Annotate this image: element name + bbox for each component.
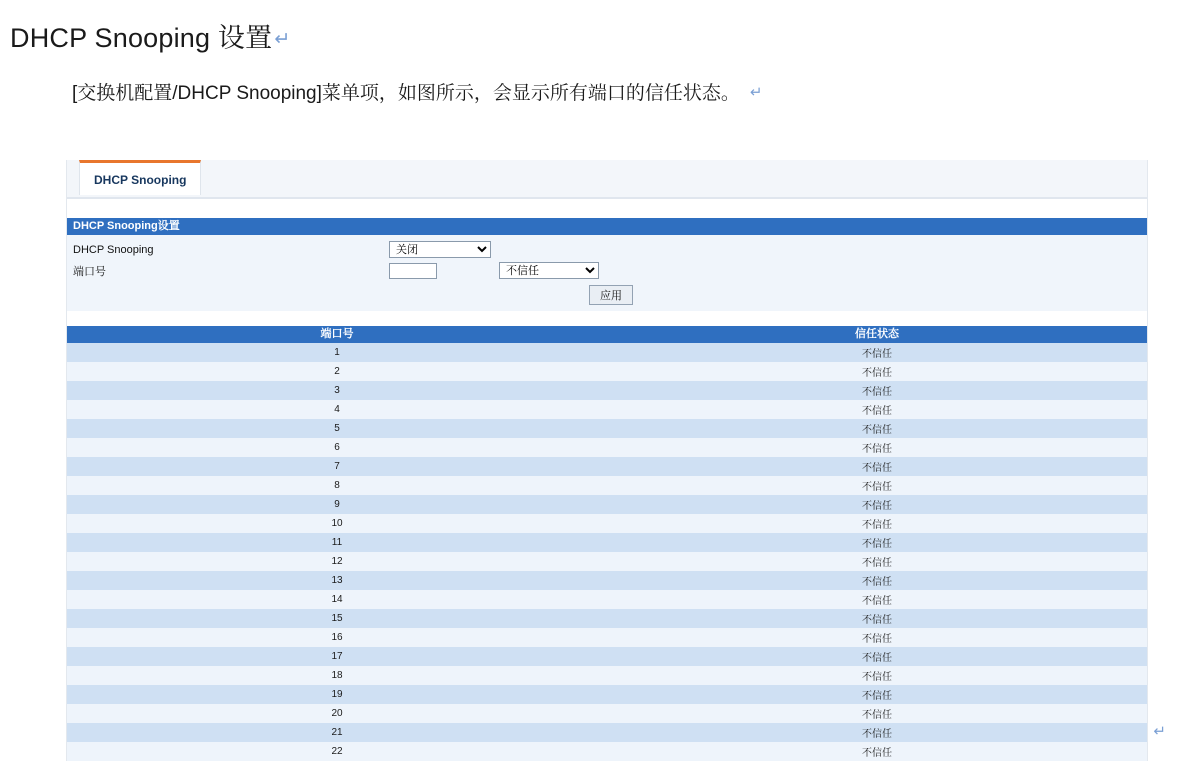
cell-port: 11 <box>67 533 607 552</box>
table-head <box>67 326 1147 343</box>
cell-port: 4 <box>67 400 607 419</box>
dhcp-snooping-select[interactable] <box>389 241 491 258</box>
table-row <box>67 552 1147 571</box>
page-title-text: DHCP Snooping 设置 <box>10 23 273 53</box>
cell-trust-state: 不信任 <box>607 419 1147 438</box>
embedded-screenshot <box>0 160 1200 759</box>
label-port-number: 端口号 <box>73 265 106 278</box>
cell-port: 5 <box>67 419 607 438</box>
section-title-dhcp-snooping-settings: DHCP Snooping设置 <box>67 218 1147 235</box>
cell-port: 6 <box>67 438 607 457</box>
port-number-input[interactable] <box>389 263 437 279</box>
cell-port: 1 <box>67 343 607 362</box>
table-row <box>67 514 1147 533</box>
cell-port: 20 <box>67 704 607 723</box>
table-row <box>67 742 1147 761</box>
column-header-trust-state: 信任状态 <box>607 326 1147 343</box>
table-row <box>67 685 1147 704</box>
table-row <box>67 400 1147 419</box>
cell-trust-state: 不信任 <box>607 514 1147 533</box>
table-row <box>67 704 1147 723</box>
cell-trust-state: 不信任 <box>607 438 1147 457</box>
form-row-port <box>67 260 1147 281</box>
cell-trust-state: 不信任 <box>607 609 1147 628</box>
cell-trust-state: 不信任 <box>607 343 1147 362</box>
cell-port: 14 <box>67 590 607 609</box>
table-row <box>67 457 1147 476</box>
cell-port: 13 <box>67 571 607 590</box>
trust-state-select[interactable] <box>499 262 599 279</box>
table-row <box>67 495 1147 514</box>
table-row <box>67 419 1147 438</box>
spacer <box>67 199 1147 218</box>
column-header-port: 端口号 <box>67 326 607 343</box>
table-header-row <box>67 326 1147 343</box>
cell-trust-state: 不信任 <box>607 495 1147 514</box>
cell-trust-state: 不信任 <box>607 476 1147 495</box>
intro-paragraph <box>0 54 1200 107</box>
table-row <box>67 628 1147 647</box>
cell-port: 10 <box>67 514 607 533</box>
cell-trust-state: 不信任 <box>607 552 1147 571</box>
table-body <box>67 343 1147 761</box>
cell-port: 9 <box>67 495 607 514</box>
pilcrow-mark: ↵ <box>1153 723 1166 740</box>
cell-trust-state: 不信任 <box>607 742 1147 761</box>
table-row <box>67 533 1147 552</box>
cell-port: 18 <box>67 666 607 685</box>
apply-button[interactable]: 应用 <box>589 285 633 305</box>
cell-trust-state: 不信任 <box>607 571 1147 590</box>
spacer <box>67 311 1147 326</box>
table-row <box>67 571 1147 590</box>
form-actions <box>67 281 1147 305</box>
cell-port: 16 <box>67 628 607 647</box>
cell-port: 15 <box>67 609 607 628</box>
cell-trust-state: 不信任 <box>607 590 1147 609</box>
table-row <box>67 381 1147 400</box>
table-row <box>67 647 1147 666</box>
settings-form <box>67 235 1147 311</box>
pilcrow-mark: ↵ <box>274 29 291 50</box>
cell-port: 2 <box>67 362 607 381</box>
label-dhcp-snooping: DHCP Snooping <box>73 243 154 256</box>
cell-port: 8 <box>67 476 607 495</box>
table-row <box>67 723 1147 742</box>
cell-trust-state: 不信任 <box>607 381 1147 400</box>
table-row <box>67 590 1147 609</box>
tab-dhcp-snooping[interactable]: DHCP Snooping <box>79 160 201 195</box>
table-row <box>67 343 1147 362</box>
cell-trust-state: 不信任 <box>607 723 1147 742</box>
cell-trust-state: 不信任 <box>607 362 1147 381</box>
cell-trust-state: 不信任 <box>607 685 1147 704</box>
cell-trust-state: 不信任 <box>607 666 1147 685</box>
cell-trust-state: 不信任 <box>607 704 1147 723</box>
table-row <box>67 476 1147 495</box>
cell-trust-state: 不信任 <box>607 647 1147 666</box>
form-row-dhcp-snooping <box>67 239 1147 260</box>
panel-header <box>67 160 1147 199</box>
table-row <box>67 362 1147 381</box>
intro-paragraph-text: [交换机配置/DHCP Snooping]菜单项，如图所示，会显示所有端口的信任状态。 <box>72 83 740 105</box>
cell-port: 12 <box>67 552 607 571</box>
cell-port: 19 <box>67 685 607 704</box>
cell-trust-state: 不信任 <box>607 533 1147 552</box>
cell-port: 3 <box>67 381 607 400</box>
switch-web-ui <box>66 160 1148 761</box>
cell-port: 17 <box>67 647 607 666</box>
cell-port: 7 <box>67 457 607 476</box>
pilcrow-mark: ↵ <box>749 84 763 102</box>
cell-trust-state: 不信任 <box>607 400 1147 419</box>
cell-trust-state: 不信任 <box>607 628 1147 647</box>
cell-port: 22 <box>67 742 607 761</box>
table-row <box>67 609 1147 628</box>
port-trust-table <box>67 326 1147 761</box>
table-row <box>67 438 1147 457</box>
cell-trust-state: 不信任 <box>607 457 1147 476</box>
table-row <box>67 666 1147 685</box>
cell-port: 21 <box>67 723 607 742</box>
page-title <box>0 0 1200 54</box>
